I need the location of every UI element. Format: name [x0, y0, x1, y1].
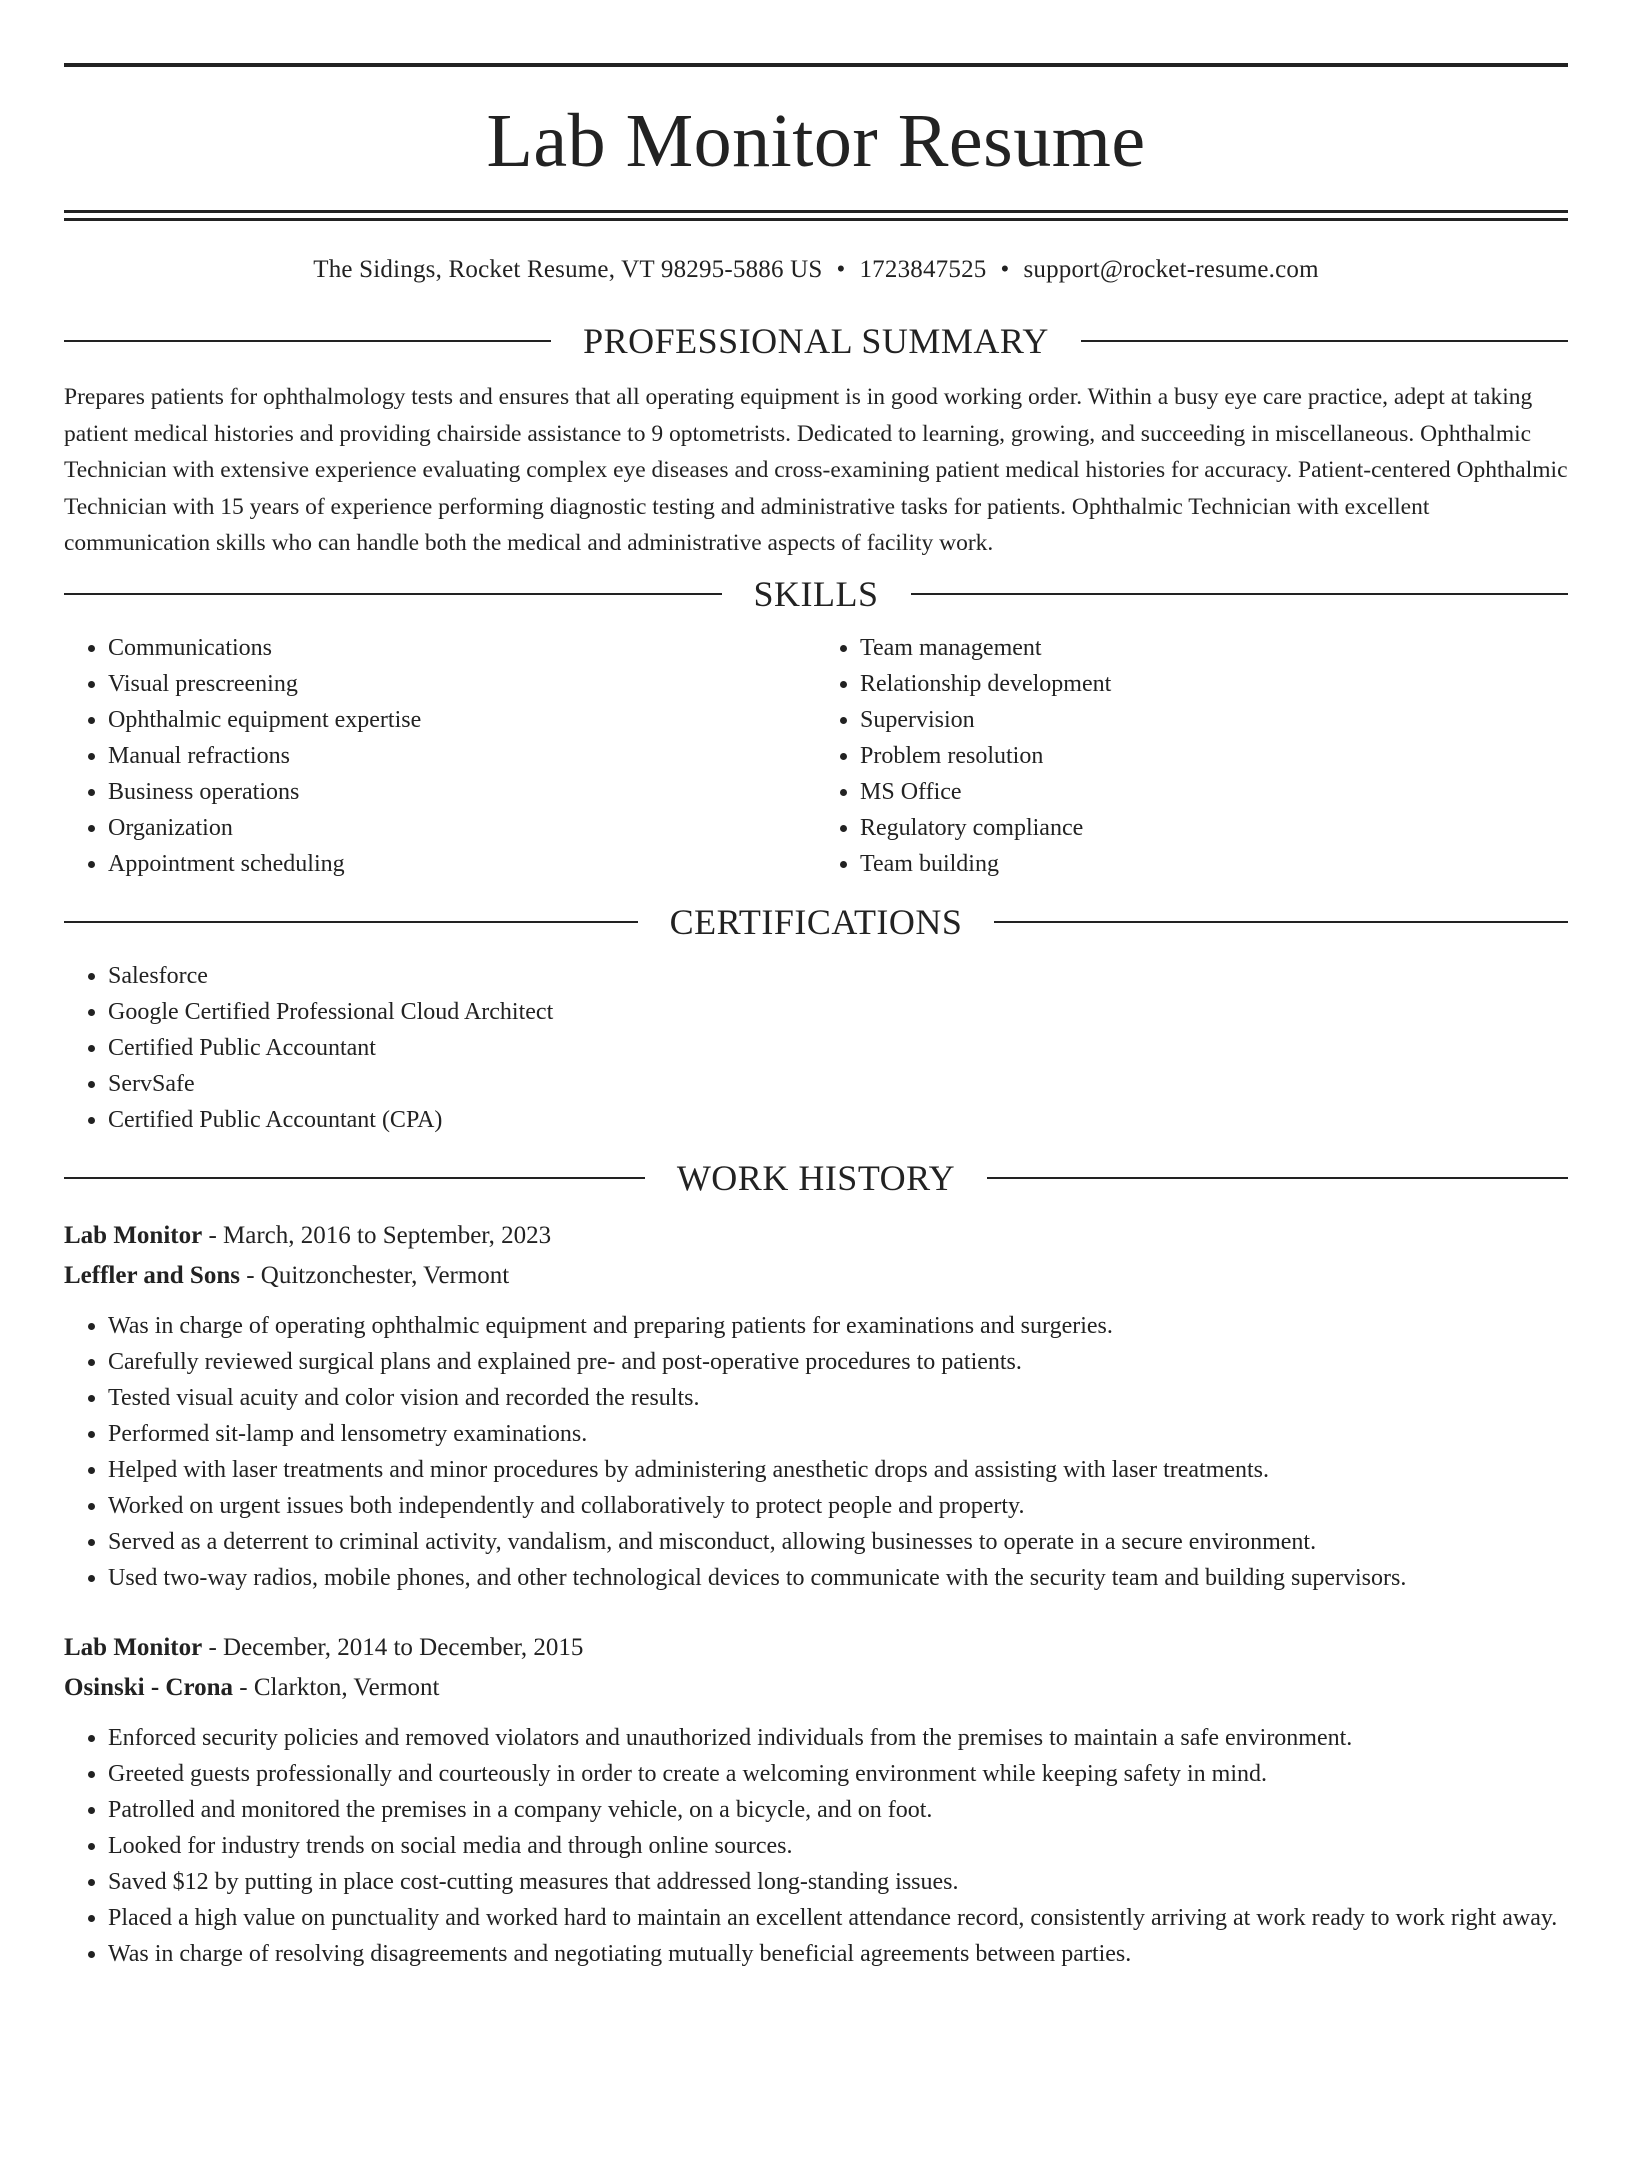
job-company: Leffler and Sons	[64, 1261, 240, 1289]
duty-item: • Enforced security policies and removed violators and unauthorized individuals from the premises to maintain a safe environment.	[108, 1720, 1568, 1756]
resume-page	[0, 63, 1632, 2175]
job-duties-list	[64, 1720, 1568, 1972]
skills-grid	[64, 630, 1568, 882]
section-rule	[64, 593, 722, 595]
certification-item: • Certified Public Accountant (CPA)	[108, 1102, 1568, 1138]
section-rule	[911, 593, 1569, 595]
section-rule	[1081, 340, 1568, 342]
skill-item: • MS Office	[860, 774, 1568, 810]
section-rule	[64, 1177, 645, 1179]
skill-item: • Relationship development	[860, 666, 1568, 702]
duty-item: • Placed a high value on punctuality and worked hard to maintain an excellent attendance record, consistently arriving at work ready to work right away.	[108, 1900, 1568, 1936]
duty-item: • Tested visual acuity and color vision and recorded the results.	[108, 1380, 1568, 1416]
job-company-line: Leffler and Sons - Quitzonchester, Vermont	[64, 1261, 510, 1289]
skill-item: • Manual refractions	[108, 738, 816, 774]
certification-item: • Certified Public Accountant	[108, 1030, 1568, 1066]
duty-item: • Greeted guests professionally and courteously in order to create a welcoming environment while keeping safety in mind.	[108, 1756, 1568, 1792]
summary-section-header	[64, 323, 1568, 359]
certification-item: • Google Certified Professional Cloud Architect	[108, 994, 1568, 1030]
certifications-list	[64, 958, 1568, 1138]
job-entry	[64, 1216, 1568, 1596]
duty-item: • Carefully reviewed surgical plans and explained pre- and post-operative procedures to patients.	[108, 1344, 1568, 1380]
contact-separator: •	[1000, 256, 1010, 283]
contact-separator: •	[836, 256, 846, 283]
duty-item: • Worked on urgent issues both independently and collaboratively to protect people and property.	[108, 1488, 1568, 1524]
contact-address: The Sidings, Rocket Resume, VT 98295-5886 US	[313, 256, 823, 283]
job-duties-list	[64, 1308, 1568, 1596]
work-history-heading: WORK HISTORY	[676, 1157, 956, 1198]
job-title: Lab Monitor	[64, 1633, 203, 1661]
skill-item: • Communications	[108, 630, 816, 666]
skill-item: • Business operations	[108, 774, 816, 810]
work-history-section-header	[64, 1157, 1568, 1198]
duty-item: • Saved $12 by putting in place cost-cutting measures that addressed long-standing issues.	[108, 1864, 1568, 1900]
certification-item: • ServSafe	[108, 1066, 1568, 1102]
skill-item: • Regulatory compliance	[860, 810, 1568, 846]
summary-heading: PROFESSIONAL SUMMARY	[583, 321, 1049, 361]
skill-item: • Supervision	[860, 702, 1568, 738]
duty-item: • Helped with laser treatments and minor procedures by administering anesthetic drops and assisting with laser treatments.	[108, 1452, 1568, 1488]
job-entry	[64, 1628, 1568, 1972]
skill-item: • Organization	[108, 810, 816, 846]
duty-item: • Patrolled and monitored the premises in a company vehicle, on a bicycle, and on foot.	[108, 1792, 1568, 1828]
skill-item: • Team management	[860, 630, 1568, 666]
page-title: Lab Monitor Resume	[486, 99, 1146, 183]
job-title-line: Lab Monitor - March, 2016 to September, 2023	[64, 1221, 552, 1249]
certifications-section-header	[64, 901, 1568, 942]
job-location: Clarkton, Vermont	[253, 1673, 440, 1701]
certification-item: • Salesforce	[108, 958, 1568, 994]
top-rule	[64, 63, 1568, 67]
section-rule	[64, 340, 551, 342]
job-company: Osinski - Crona	[64, 1673, 234, 1701]
duty-item: • Looked for industry trends on social media and through online sources.	[108, 1828, 1568, 1864]
duty-item: • Was in charge of operating ophthalmic equipment and preparing patients for examinations and surgeries.	[108, 1308, 1568, 1344]
skill-item: • Visual prescreening	[108, 666, 816, 702]
section-rule	[64, 921, 638, 923]
skill-item: • Appointment scheduling	[108, 846, 816, 882]
job-dates: March, 2016 to September, 2023	[223, 1221, 552, 1249]
contact-email: support@rocket-resume.com	[1023, 256, 1319, 283]
contact-line	[64, 255, 1568, 285]
skill-item: • Problem resolution	[860, 738, 1568, 774]
skill-item: • Ophthalmic equipment expertise	[108, 702, 816, 738]
duty-item: • Used two-way radios, mobile phones, and other technological devices to communicate with the security team and building supervisors.	[108, 1560, 1568, 1596]
duty-item: • Served as a deterrent to criminal activity, vandalism, and misconduct, allowing businesses to operate in a secure environment.	[108, 1524, 1568, 1560]
section-rule	[994, 921, 1568, 923]
skill-item: • Team building	[860, 846, 1568, 882]
job-dates: December, 2014 to December, 2015	[223, 1633, 584, 1661]
duty-item: • Performed sit-lamp and lensometry examinations.	[108, 1416, 1568, 1452]
duty-item: • Was in charge of resolving disagreements and negotiating mutually beneficial agreements between parties.	[108, 1936, 1568, 1972]
contact-phone: 1723847525	[859, 256, 987, 283]
skills-section-header	[64, 573, 1568, 614]
section-rule	[987, 1177, 1568, 1179]
summary-text: Prepares patients for ophthalmology tests and ensures that all operating equipment is in good working order. Within a busy eye care practice, adept at taking patient medical histories and providing chairside assistance to 9 optometrists. Dedicated to learning, growing, and succeeding in miscellaneous. Ophthalmic Technician with extensive experience evaluating complex eye diseases and cross-examining patient medical histories for accuracy. Patient-centered Ophthalmic Technician with 15 years of experience performing diagnostic testing and administrative tasks for patients. Ophthalmic Technician with excellent communication skills who can handle both the medical and administrative aspects of facility work.	[64, 384, 1568, 556]
job-company-line: Osinski - Crona - Clarkton, Vermont	[64, 1673, 440, 1701]
job-title-line: Lab Monitor - December, 2014 to December, 2015	[64, 1633, 584, 1661]
certifications-heading: CERTIFICATIONS	[669, 901, 963, 942]
job-title: Lab Monitor	[64, 1221, 203, 1249]
skills-list-left	[64, 630, 816, 882]
skills-heading: SKILLS	[753, 573, 879, 614]
skills-list-right	[816, 630, 1568, 882]
job-location: Quitzonchester, Vermont	[260, 1261, 510, 1289]
title-double-rule	[64, 210, 1568, 221]
